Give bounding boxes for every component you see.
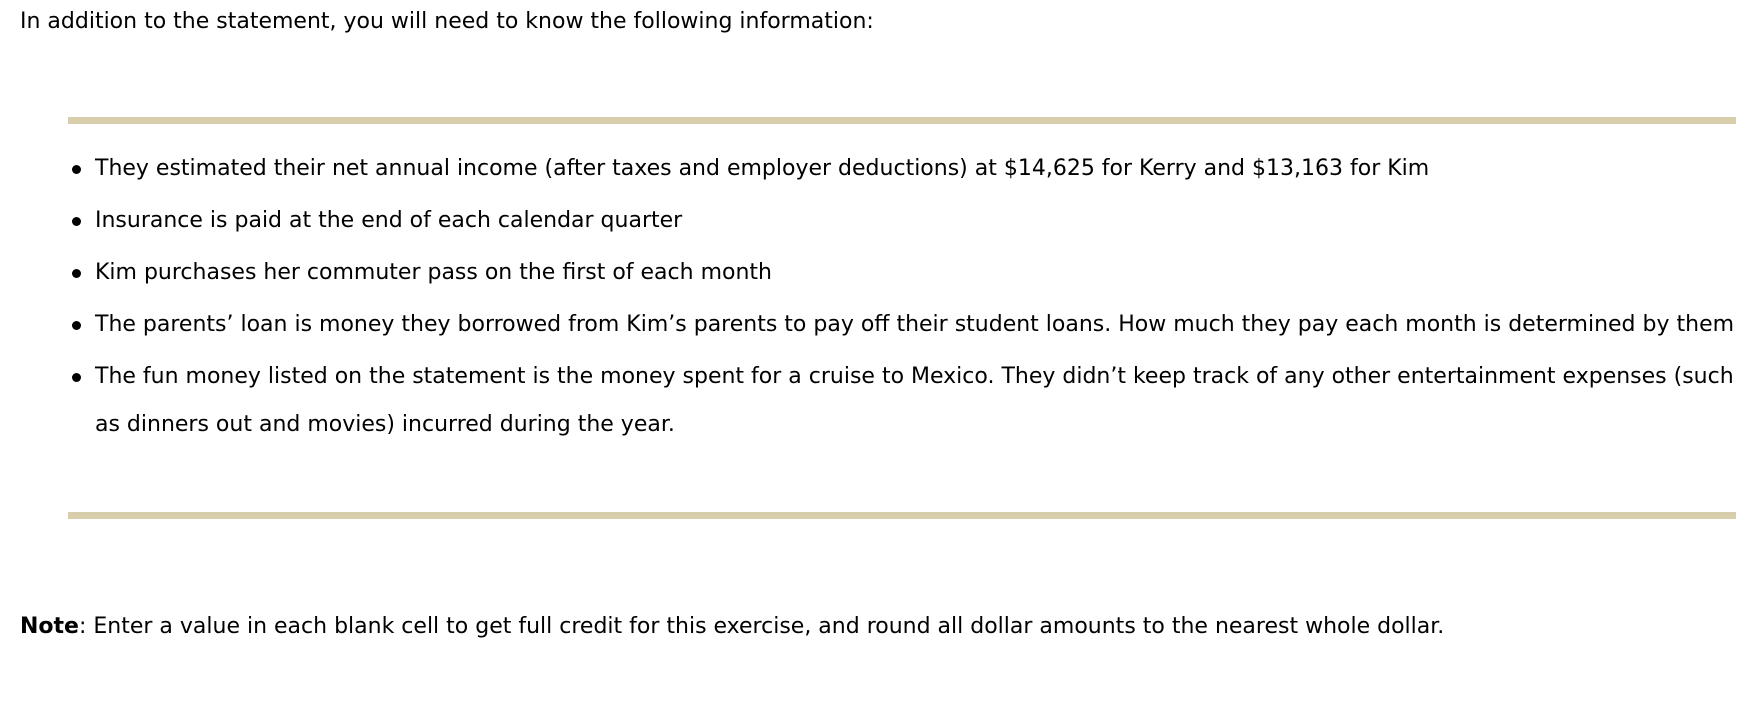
note-label: Note (20, 614, 79, 639)
intro-text: In addition to the statement, you will need to know the following information: (20, 9, 874, 34)
list-item (68, 249, 1736, 297)
list-item-text: Insurance is paid at the end of each calendar quarter (95, 208, 683, 233)
bullet-icon (72, 165, 81, 174)
list-item-text: The parents’ loan is money they borrowed from Kim’s parents to pay off their student loans. How much they pay each month is determined by them (95, 312, 1735, 337)
note-text (20, 611, 1444, 643)
bullet-icon (72, 269, 81, 278)
list-item-text: Kim purchases her commuter pass on the first of each month (95, 260, 772, 285)
note-body: : Enter a value in each blank cell to get full credit for this exercise, and round all dollar amounts to the nearest whole dollar. (78, 614, 1445, 639)
list-item-text: The fun money listed on the statement is the money spent for a cruise to Mexico. They didn’t keep track of any other entertainment expenses (such as dinners out and movies) incurred during the year. (95, 364, 1734, 437)
bullet-icon (72, 321, 81, 330)
information-list (68, 145, 1736, 453)
list-item (68, 197, 1736, 245)
list-item-text: They estimated their net annual income (after taxes and employer deductions) at $14,625 for Kerry and $13,163 for Kim (95, 156, 1430, 181)
bullet-icon (72, 217, 81, 226)
list-item (68, 301, 1736, 349)
bullet-icon (72, 373, 81, 382)
information-box (68, 117, 1736, 519)
list-item (68, 145, 1736, 193)
list-item (68, 353, 1736, 449)
